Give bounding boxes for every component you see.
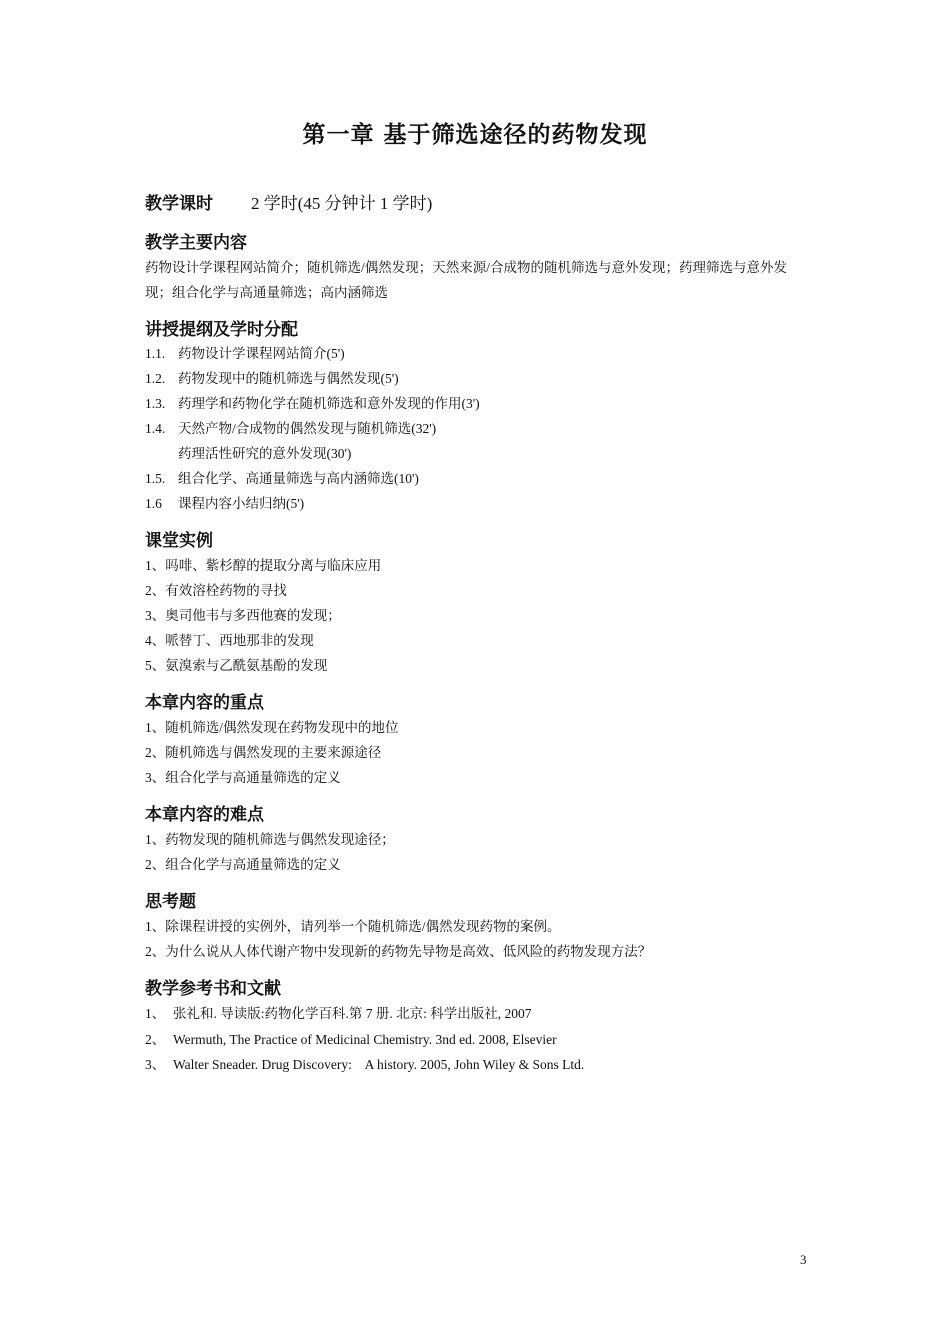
teaching-hours-value: 2 学时(45 分钟计 1 学时)	[251, 194, 433, 213]
examples-heading: 课堂实例	[145, 531, 213, 551]
example-item: 3、奥司他韦与多西他赛的发现；	[145, 608, 341, 623]
teaching-hours-label: 教学课时	[145, 194, 213, 214]
outline-item-number: 1.4.	[145, 421, 166, 436]
key-point-item: 2、随机筛选与偶然发现的主要来源途径	[145, 745, 382, 760]
reference-text: 张礼和. 导读版:药物化学百科.第 7 册. 北京: 科学出版社, 2007	[173, 1006, 532, 1021]
outline-item-text: 课程内容小结归纳(5')	[178, 496, 305, 511]
outline-item	[145, 370, 399, 388]
outline-item-text: 药理学和药物化学在随机筛选和意外发现的作用(3')	[178, 396, 480, 411]
chapter-title: 第一章 基于筛选途径的药物发现	[302, 122, 648, 148]
outline-item	[178, 445, 351, 463]
outline-item	[145, 420, 436, 438]
main-content-heading: 教学主要内容	[145, 233, 247, 253]
outline-item-text: 药物设计学课程网站简介(5')	[178, 346, 345, 361]
difficult-point-item: 2、组合化学与高通量筛选的定义	[145, 857, 341, 872]
outline-item-number: 1.3.	[145, 396, 166, 411]
teaching-hours	[145, 189, 432, 214]
page-number: 3	[800, 1252, 807, 1267]
outline-item-number: 1.1.	[145, 346, 166, 361]
example-item: 4、哌替丁、西地那非的发现	[145, 633, 314, 648]
question-item: 1、除课程讲授的实例外，请列举一个随机筛选/偶然发现药物的案例。	[145, 919, 561, 934]
outline-item-text: 组合化学、高通量筛选与高内涵筛选(10')	[178, 471, 419, 486]
key-point-item: 3、组合化学与高通量筛选的定义	[145, 770, 341, 785]
outline-item-number: 1.2.	[145, 371, 166, 386]
main-content-text: 药物设计学课程网站简介；随机筛选/偶然发现；天然来源/合成物的随机筛选与意外发现；药理筛选与意外发现；组合化学与高通量筛选；高内涵筛选	[145, 260, 787, 300]
outline-item	[145, 395, 480, 413]
example-item: 1、吗啡、紫杉醇的提取分离与临床应用	[145, 558, 382, 573]
reference-item	[145, 1005, 532, 1023]
reference-item	[145, 1056, 584, 1074]
references-heading: 教学参考书和文献	[145, 979, 281, 999]
difficult-point-item: 1、药物发现的随机筛选与偶然发现途径；	[145, 832, 395, 847]
reference-number: 1、	[145, 1006, 166, 1021]
reference-number: 3、	[145, 1057, 166, 1072]
difficult-points-heading: 本章内容的难点	[145, 805, 264, 825]
outline-item-text: 药理活性研究的意外发现(30')	[178, 446, 352, 461]
example-item: 5、氨溴索与乙酰氨基酚的发现	[145, 658, 328, 673]
outline-item-text: 天然产物/合成物的偶然发现与随机筛选(32')	[178, 421, 437, 436]
question-item: 2、为什么说从人体代谢产物中发现新的药物先导物是高效、低风险的药物发现方法？	[145, 944, 652, 959]
key-point-item: 1、随机筛选/偶然发现在药物发现中的地位	[145, 720, 399, 735]
key-points-heading: 本章内容的重点	[145, 693, 264, 713]
outline-item	[145, 470, 419, 488]
example-item: 2、有效溶栓药物的寻找	[145, 583, 287, 598]
outline-heading: 讲授提纲及学时分配	[145, 320, 298, 340]
outline-item-number: 1.6	[145, 496, 162, 511]
reference-text: Walter Sneader. Drug Discovery: A history. 2005, John Wiley & Sons Ltd.	[173, 1057, 585, 1072]
outline-item-number: 1.5.	[145, 471, 166, 486]
reference-item	[145, 1031, 557, 1049]
outline-item	[145, 345, 345, 363]
outline-item	[145, 495, 304, 513]
questions-heading: 思考题	[145, 892, 196, 912]
reference-number: 2、	[145, 1032, 166, 1047]
reference-text: Wermuth, The Practice of Medicinal Chemistry. 3nd ed. 2008, Elsevier	[173, 1032, 557, 1047]
outline-item-text: 药物发现中的随机筛选与偶然发现(5')	[178, 371, 399, 386]
